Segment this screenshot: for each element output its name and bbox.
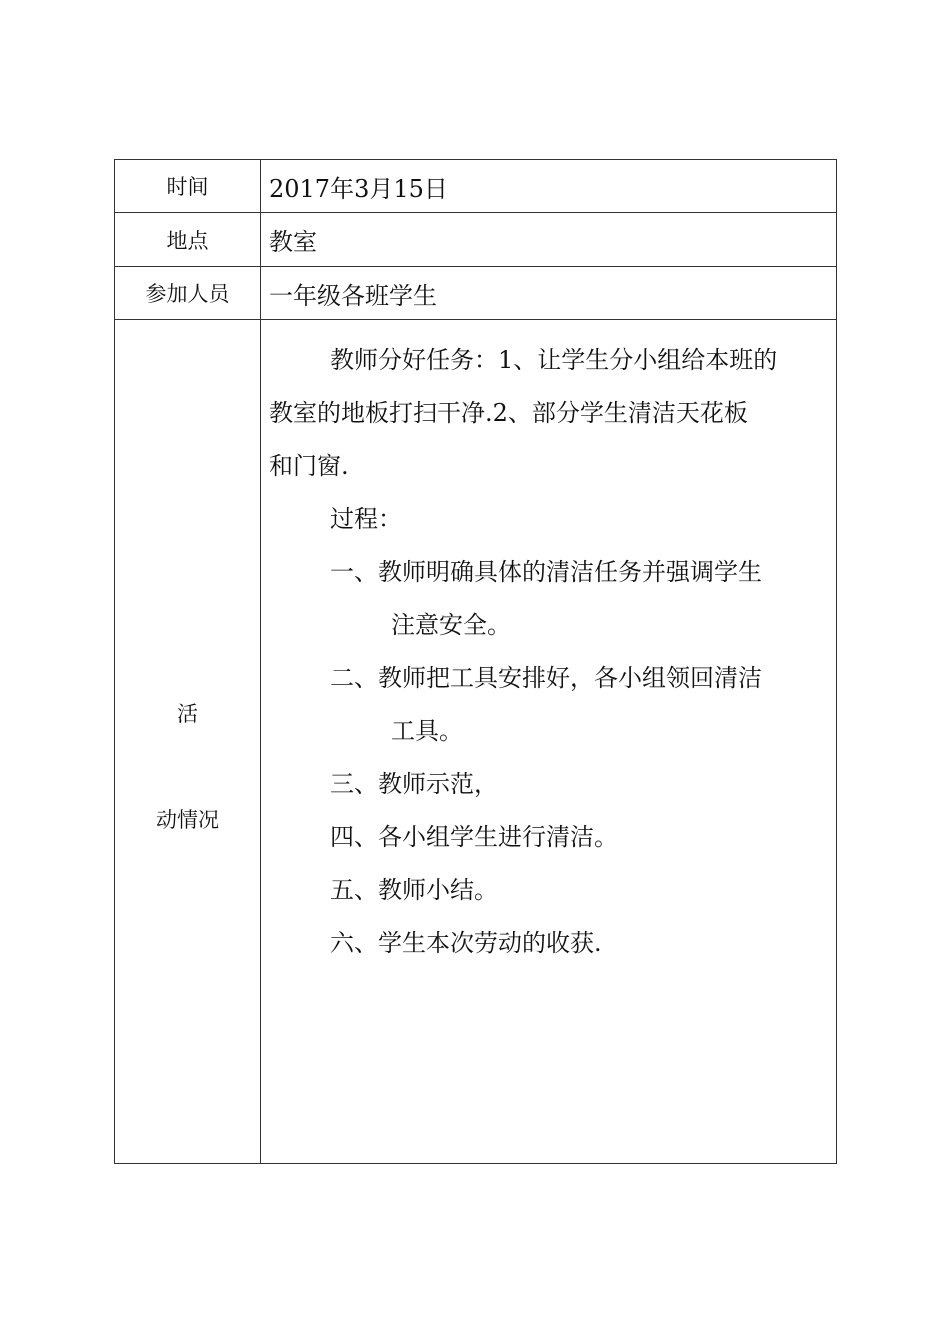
activity-label-line2: 动情况 bbox=[156, 808, 219, 833]
process-heading: 过程： bbox=[330, 505, 402, 534]
step-3: 三、教师示范， bbox=[330, 770, 498, 799]
activity-content-cell bbox=[261, 320, 837, 1164]
step-1-line2: 注意安全。 bbox=[391, 611, 511, 640]
step-2-line2: 工具。 bbox=[391, 717, 463, 746]
place-label: 地点 bbox=[115, 213, 261, 267]
intro-line-3: 和门窗. bbox=[269, 452, 349, 481]
place-value: 教室 bbox=[261, 213, 837, 267]
time-row bbox=[115, 160, 837, 213]
activity-description bbox=[269, 334, 829, 970]
step-2-line1: 二、教师把工具安排好，各小组领回清洁 bbox=[330, 664, 762, 693]
step-6: 六、学生本次劳动的收获. bbox=[330, 929, 602, 958]
step-1-line1: 一、教师明确具体的清洁任务并强调学生 bbox=[330, 558, 762, 587]
activity-label-cell bbox=[115, 320, 261, 1164]
participants-label: 参加人员 bbox=[115, 267, 261, 320]
activity-row bbox=[115, 320, 837, 1164]
activity-label-line1: 活 bbox=[177, 702, 198, 727]
time-label: 时间 bbox=[115, 160, 261, 213]
participants-row bbox=[115, 267, 837, 320]
place-row bbox=[115, 213, 837, 267]
time-value: 2017年3月15日 bbox=[261, 160, 837, 213]
intro-line-2: 教室的地板打扫干净.2、部分学生清洁天花板 bbox=[269, 399, 748, 428]
step-5: 五、教师小结。 bbox=[330, 876, 498, 905]
intro-line-1: 教师分好任务：1、让学生分小组给本班的 bbox=[330, 346, 778, 375]
step-4: 四、各小组学生进行清洁。 bbox=[330, 823, 618, 852]
activity-record-table bbox=[114, 159, 837, 1164]
participants-value: 一年级各班学生 bbox=[261, 267, 837, 320]
